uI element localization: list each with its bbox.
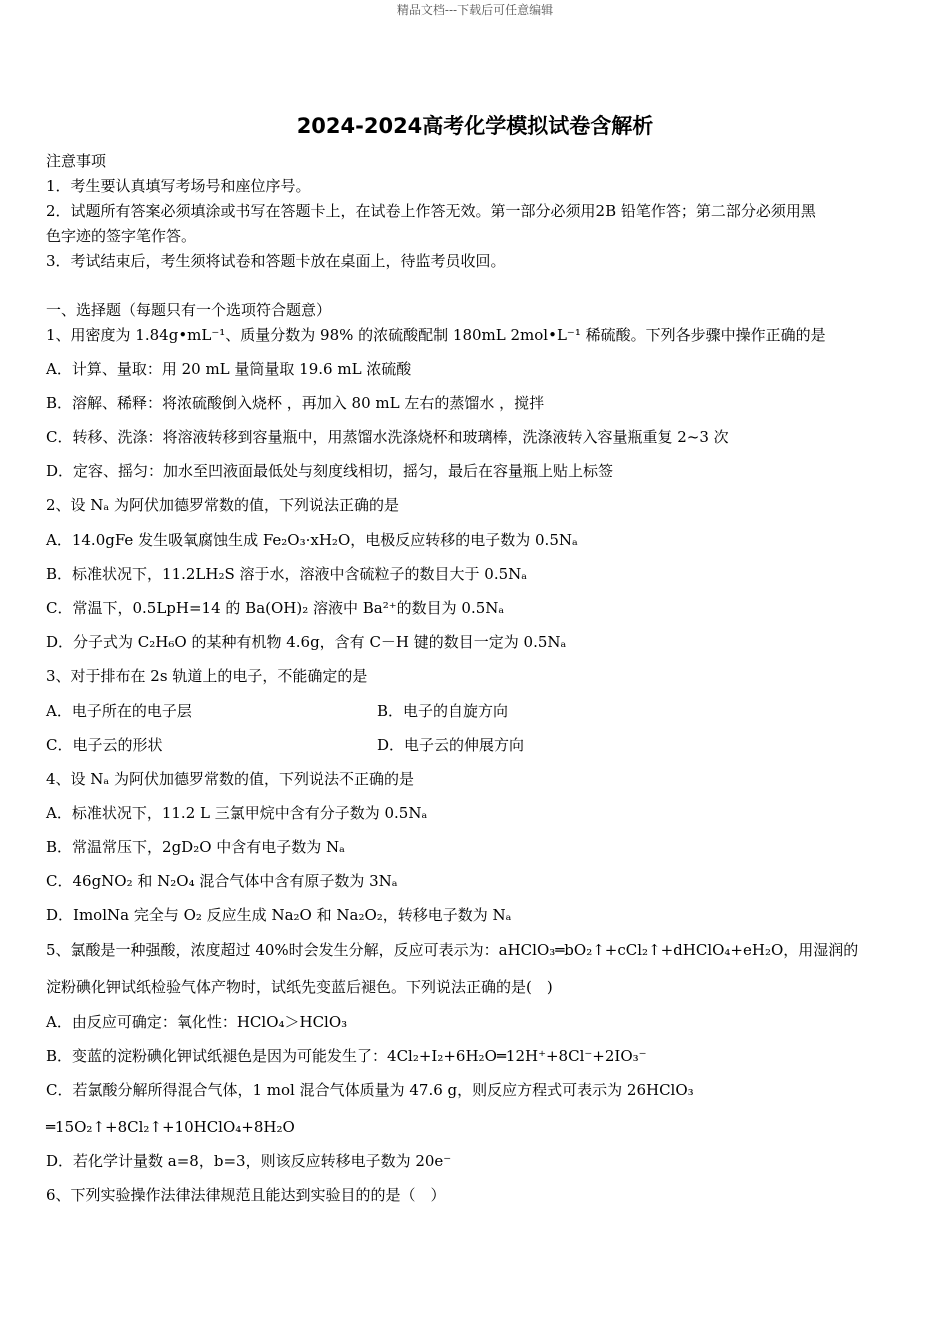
page-header: 精品文档---下载后可任意编辑 <box>396 3 554 17</box>
q3-option-b: B．电子的自旋方向 <box>377 702 509 720</box>
notice-item: 2．试题所有答案必须填涂或书写在答题卡上，在试卷上作答无效。第一部分必须用2B 铅笔作答；第二部分必须用黑 <box>46 202 816 220</box>
option-line: C．常温下，0.5LpH=14 的 Ba(OH)₂ 溶液中 Ba²⁺的数目为 0.5Nₐ <box>46 599 505 617</box>
notice-heading: 注意事项 <box>46 152 107 170</box>
question-5-cont: 淀粉碘化钾试纸检验气体产物时，试纸先变蓝后褪色。下列说法正确的是( ) <box>46 978 553 996</box>
option-line: B．溶解、稀释：将浓硫酸倒入烧杯 ，再加入 80 mL 左右的蒸馏水 ，搅拌 <box>46 394 545 412</box>
q3-option-a: A．电子所在的电子层 <box>46 702 192 720</box>
option-line: D．分子式为 C₂H₆O 的某种有机物 4.6g，含有 C－H 键的数目一定为 0.5Nₐ <box>46 633 567 651</box>
option-line: D．定容、摇匀：加水至凹液面最低处与刻度线相切，摇匀，最后在容量瓶上贴上标签 <box>46 462 614 480</box>
q3-option-d: D．电子云的伸展方向 <box>377 736 525 754</box>
option-line-cont: ═15O₂↑+8Cl₂↑+10HClO₄+8H₂O <box>46 1118 295 1136</box>
page-title: 2024-2024高考化学模拟试卷含解析 <box>296 114 654 138</box>
question-1: 1、用密度为 1.84g•mL⁻¹、质量分数为 98% 的浓硫酸配制 180mL 2mol•L⁻¹ 稀硫酸。下列各步骤中操作正确的是 <box>46 326 826 344</box>
question-5: 5、氯酸是一种强酸，浓度超过 40%时会发生分解，反应可表示为：aHClO₃═bO₂↑+cCl₂↑+dHClO₄+eH₂O，用湿润的 <box>46 941 859 959</box>
option-line: A．标准状况下，11.2 L 三氯甲烷中含有分子数为 0.5Nₐ <box>46 804 428 822</box>
question-4: 4、设 Nₐ 为阿伏加德罗常数的值，下列说法不正确的是 <box>46 770 414 788</box>
question-3: 3、对于排布在 2s 轨道上的电子，不能确定的是 <box>46 667 368 685</box>
option-line: A．计算、量取：用 20 mL 量筒量取 19.6 mL 浓硫酸 <box>46 360 412 378</box>
option-line: C．46gNO₂ 和 N₂O₄ 混合气体中含有原子数为 3Nₐ <box>46 872 398 890</box>
question-2: 2、设 Nₐ 为阿伏加德罗常数的值，下列说法正确的是 <box>46 496 399 514</box>
option-line: D．若化学计量数 a=8，b=3，则该反应转移电子数为 20e⁻ <box>46 1152 452 1170</box>
q3-option-c: C．电子云的形状 <box>46 736 163 754</box>
option-line: B．常温常压下，2gD₂O 中含有电子数为 Nₐ <box>46 838 345 856</box>
section-heading: 一、选择题（每题只有一个选项符合题意） <box>46 301 332 319</box>
option-line: B．标准状况下，11.2LH₂S 溶于水，溶液中含硫粒子的数目大于 0.5Nₐ <box>46 565 528 583</box>
notice-item: 3．考试结束后，考生须将试卷和答题卡放在桌面上，待监考员收回。 <box>46 252 506 270</box>
option-line: B．变蓝的淀粉碘化钾试纸褪色是因为可能发生了：4Cl₂+I₂+6H₂O═12H⁺+8Cl⁻+2IO₃⁻ <box>46 1047 647 1065</box>
option-line: C．转移、洗涤：将溶液转移到容量瓶中，用蒸馏水洗涤烧杯和玻璃棒，洗涤液转入容量瓶重复 2~3 次 <box>46 428 729 446</box>
option-line: A．由反应可确定：氧化性：HClO₄＞HClO₃ <box>46 1013 348 1031</box>
notice-item: 1．考生要认真填写考场号和座位序号。 <box>46 177 311 195</box>
option-line: C．若氯酸分解所得混合气体，1 mol 混合气体质量为 47.6 g，则反应方程式可表示为 26HClO₃ <box>46 1081 694 1099</box>
option-line: D．ImolNa 完全与 O₂ 反应生成 Na₂O 和 Na₂O₂，转移电子数为 Nₐ <box>46 906 512 924</box>
question-6: 6、下列实验操作法律法律规范且能达到实验目的的是（ ） <box>46 1186 446 1204</box>
option-line: A．14.0gFe 发生吸氧腐蚀生成 Fe₂O₃·xH₂O，电极反应转移的电子数为 0.5Nₐ <box>46 531 578 549</box>
notice-item: 色字迹的签字笔作答。 <box>46 227 197 245</box>
